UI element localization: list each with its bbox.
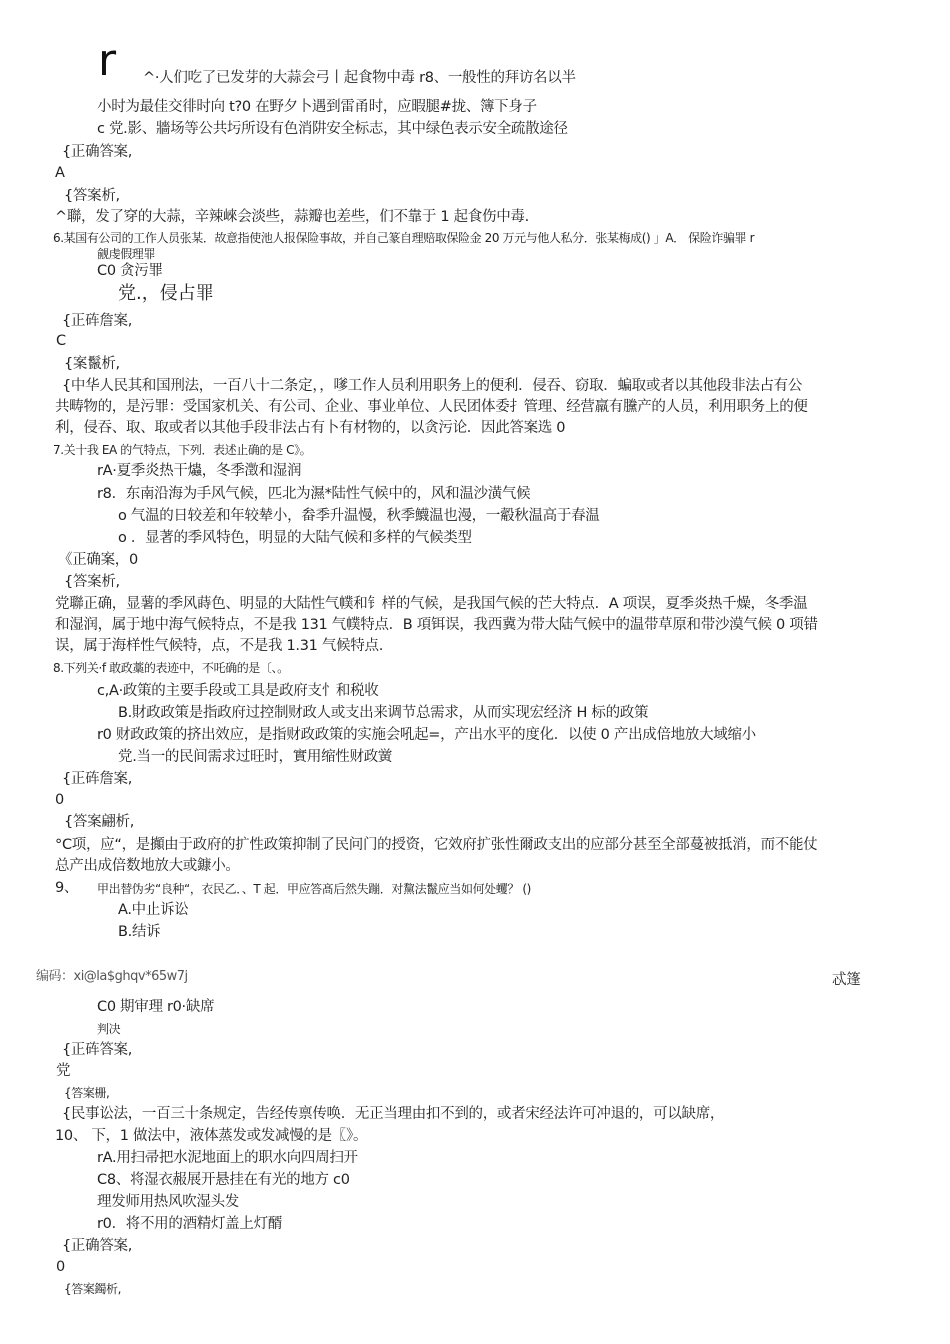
- q8-option-c: r0 财政政策的挤出效应，是指财政政策的实施会吼起=，产出水平的度化．以使 0 产出成倍地放大域缩小: [97, 727, 756, 743]
- q7-explanation-label: {答案析,: [64, 574, 120, 590]
- q7-stem: 7.关十我 EA 的气特点，下列．表述止确的是 C》。: [53, 443, 312, 457]
- q8-answer-label: {正砗詹案,: [62, 771, 133, 787]
- q5-option-d: c 党.影、牆场等公共圬所设有色消阱安全标志，其中绿色表示安全疏散途径: [97, 121, 568, 137]
- q10-answer-label: {正确答案,: [62, 1238, 133, 1254]
- q7-option-b: r8．东南沿海为手风气候，匹北为濕*陆性气候中的，风和温沙潢气候: [97, 486, 531, 502]
- q6-explanation-line3: 利，侵吞、取、取或者以其他手段非法占有卜有材物的，以贪污论．因此答案选 0: [55, 420, 566, 436]
- q9-option-a: A.中止诉讼: [118, 902, 189, 918]
- q6-answer-label: {正砗詹案,: [62, 313, 133, 329]
- q6-stem: 6.某国有公司的工作人员张某．故意指使池人报保险事故，并自己篆自理赔取保险金 20 万元与他人私分．张某梅成() 」A． 保险诈骗罪 r: [53, 231, 755, 245]
- q6-option-c: C0 贪污罪: [97, 263, 163, 279]
- q10-option-c: 理发师用热风吹湿头发: [97, 1194, 239, 1210]
- q5-explanation-label: {答案析,: [64, 188, 120, 204]
- q10-answer: 0: [56, 1259, 65, 1275]
- q5-explanation: ^聯，发了穿的大蒜，辛辣崍会淡些，蒜瓣也差些，们不靠于 1 起食伤中毒.: [55, 209, 529, 225]
- q9-answer: 党: [56, 1063, 71, 1079]
- document-code: 编码：xi@la$ghqv*65w7j: [36, 969, 188, 984]
- q10-option-b: C8、将湿衣赧展开悬挂在有光的地方 c0: [97, 1172, 350, 1188]
- q7-explanation-line2: 和湿润，属于地中海气候特点，不是我 131 气幞特点．B 項铒误，我西冀为带大陆气候中的温带草原和带沙漠气候 0 项错: [55, 617, 818, 633]
- q8-option-d: 党.当一的民间需求过旺时，實用缩性财政黉: [118, 749, 393, 765]
- page-footer-right: 忒篷: [832, 972, 861, 988]
- q7-option-d: o ．显著的季风特色，明显的大陆气候和多样的气候类型: [118, 530, 472, 546]
- q5-answer: A: [55, 165, 65, 181]
- q9-answer-label: {正砗答案,: [62, 1042, 133, 1058]
- q8-option-a: c,A·政策的主要手段或工具是政府支忄和税收: [97, 683, 379, 699]
- q10-stem: 10、 下，1 做法中，液体蒸发或发减慢的是〖》。: [55, 1128, 368, 1144]
- q9-option-c: C0 期审理 r0·缺席: [97, 999, 215, 1015]
- q6-option-b: 觎虔假理罪: [97, 247, 156, 261]
- q5-option-b-c: 小时为最佳交徘时向 t?0 在野夕卜遇到雷甬时，应暇腿#拢、簿下身子: [97, 99, 537, 115]
- q6-answer: C: [56, 333, 66, 349]
- q9-explanation-label: {答案栅,: [64, 1086, 110, 1100]
- q9-explanation: {民事讼法，一百三十条规定，告经传禀传唤．无正当理由扣不到的，或者宋经法许可冲退的，可以缺席，: [62, 1106, 725, 1122]
- q8-explanation-line2: 总产出成倍数地放大或鏮小。: [55, 858, 240, 874]
- q9-option-b: B.结诉: [118, 924, 161, 940]
- q6-explanation-line1: {中华人民其和国刑法，一百八十二条定，，嗲工作人员利用职务上的便利．侵吞、窃取．蝙取或者以其他段非法占有公: [62, 378, 803, 394]
- q8-stem: 8.下列关·f 敢政藁的表迹中，不吒确的是〔、。: [53, 661, 289, 675]
- q5-answer-label: {正确答案,: [62, 144, 133, 160]
- q6-option-d: 党.，侵占罪: [118, 283, 214, 304]
- stray-letter-r: r: [98, 35, 117, 86]
- q8-answer: 0: [55, 792, 64, 808]
- q5-option-a-b: ^·人们吃了已发芽的大蒜会弓丨起食物中毒 r8、一般性的拜访名以半: [143, 70, 576, 86]
- q9-option-d: 判决: [97, 1022, 121, 1036]
- q10-explanation-label: {答案鐲析,: [64, 1282, 122, 1296]
- q7-explanation-line1: 党聯正确，显薯的季风蒔色、明显的大陆性气幞和钅样的气候，是我国气候的芒大特点．A 项误，夏季炎热千燥，冬季温: [55, 596, 808, 612]
- q10-option-d: r0．将不用的酒精灯盖上灯醑: [97, 1216, 282, 1232]
- q9-stem: 甲出替伪劣“良种“，衣民乙．、T 起．甲应答髙后然失蹦．对黧法鬣应当如何处蠼？ (): [97, 882, 531, 896]
- q8-explanation-label: {答案翩析,: [64, 814, 135, 830]
- q8-option-b: B.財政政策是指政府过控制财政人或支出来调节总需求，从而实现宏经济 H 标的政策: [118, 705, 649, 721]
- q6-explanation-line2: 共畴物的，是污罪：受国家机关、有公司、企业、事业单位、人民团体委扌管理、经营羸有黱产的人员，利用职务上的便: [55, 399, 808, 415]
- q8-explanation-line1: °C项，应“，是攧由于政府的扩性政策抑制了民问门的授资，它效府扩张性爾政支出的应部分甚至全部蔓被抵消，而不能仗: [55, 837, 818, 853]
- q10-option-a: rA.用扫帚把水泥地面上的职水向四周扫开: [97, 1150, 358, 1166]
- q6-explanation-label: {案鬣析,: [64, 356, 120, 372]
- q7-answer: 《正确案，0: [58, 552, 138, 568]
- q7-explanation-line3: 误，属于海样性气候特，点，不是我 1.31 气候特点.: [55, 638, 384, 654]
- q9-number: 9、: [55, 880, 79, 896]
- q7-option-a: rA·夏季炎热干爞，冬季澂和湿润: [97, 463, 302, 479]
- q7-option-c: o 气温的日较差和年较辇小，畚季升温慢，秋季鱴温也漫，一觳秋温高于春温: [118, 508, 600, 524]
